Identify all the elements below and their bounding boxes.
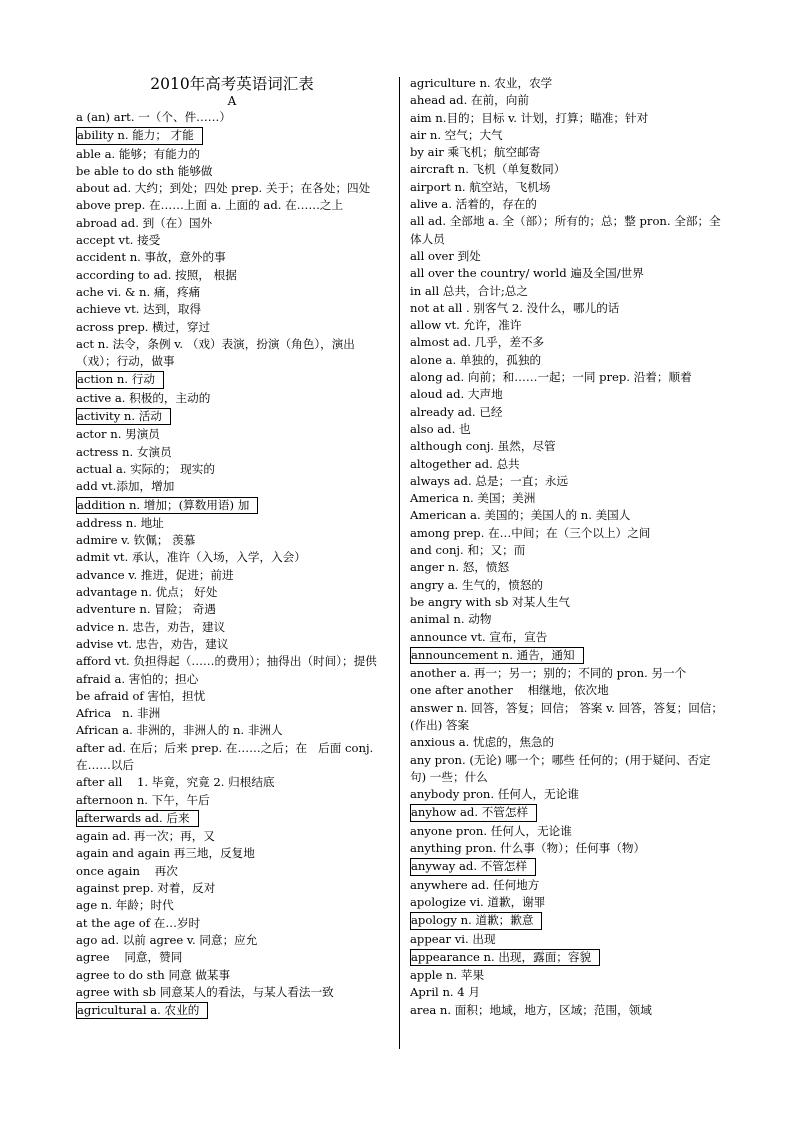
vocab-entry: and conj. 和；又；而 <box>410 543 526 558</box>
vocab-entry: anywhere ad. 任何地方 <box>410 877 540 892</box>
vocab-entry: again and again 再三地，反复地 <box>76 846 255 861</box>
vocab-entry: in all 总共，合计;总之 <box>410 283 528 298</box>
vocab-entry: admit vt. 承认，准许（入场，入学，入会） <box>76 550 306 565</box>
vocab-entry: able a. 能够；有能力的 <box>76 146 201 161</box>
vocab-entry: apologize vi. 道歉，谢罪 <box>410 894 546 909</box>
vocab-entry: American a. 美国的；美国人的 n. 美国人 <box>410 508 631 523</box>
vocab-entry: after ad. 在后；后来 prep. 在……之后；在 后面 conj. 在……以后 <box>76 740 377 772</box>
vocab-entry: almost ad. 几乎，差不多 <box>410 335 545 350</box>
document-title: 2010年高考英语词汇表 <box>150 75 314 93</box>
highlighted-vocab-entry: appearance n. 出现，露面；容貌 <box>410 949 600 966</box>
vocab-entry: already ad. 已经 <box>410 404 503 419</box>
vocab-entry: ache vi. & n. 痛，疼痛 <box>76 284 201 299</box>
vocab-entry: afraid a. 害怕的；担心 <box>76 671 199 686</box>
vocab-entry: address n. 地址 <box>76 515 164 530</box>
vocab-entry: accept vt. 接受 <box>76 233 161 248</box>
vocab-entry: against prep. 对着，反对 <box>76 881 216 896</box>
vocab-entry: aim n.目的；目标 v. 计划，打算；瞄准；针对 <box>410 110 649 125</box>
vocab-entry: answer n. 回答，答复；回信； 答案 v. 回答，答复；回信；(作出) 答案 <box>410 700 723 732</box>
vocab-entry: ahead ad. 在前，向前 <box>410 93 529 108</box>
vocab-entry: all over the country/ world 遍及全国/世界 <box>410 266 644 281</box>
vocab-entry: another a. 再一；另一；别的；不同的 pron. 另一个 <box>410 666 687 681</box>
vocab-entry: afford vt. 负担得起（……的费用）；抽得出（时间）；提供 <box>76 654 377 669</box>
highlighted-vocab-entry: addition n. 增加；(算数用语) 加 <box>76 497 258 514</box>
column-divider <box>399 77 400 1049</box>
vocab-entry: anybody pron. 任何人，无论谁 <box>410 787 579 802</box>
vocab-entry: once again 再次 <box>76 863 178 878</box>
vocab-entry: act n. 法令，条例 v. （戏）表演，扮演（角色），演出（戏）；行动，做事 <box>76 336 355 369</box>
vocab-entry: aircraft n. 飞机（单复数同） <box>410 162 566 177</box>
vocab-entry: alive a. 活着的，存在的 <box>410 197 537 212</box>
highlighted-vocab-entry: anyhow ad. 不管怎样 <box>410 804 537 821</box>
vocab-entry: animal n. 动物 <box>410 612 492 627</box>
vocab-entry: agree to do sth 同意 做某事 <box>76 967 231 982</box>
vocab-entry: be angry with sb 对某人生气 <box>410 594 571 609</box>
vocab-entry: area n. 面积；地域，地方，区域；范围，领域 <box>410 1002 652 1017</box>
vocab-entry: by air 乘飞机；航空邮寄 <box>410 145 541 160</box>
vocab-entry: a (an) art. 一（个、件……） <box>76 110 231 124</box>
vocab-entry: anyone pron. 任何人，无论谁 <box>410 823 572 838</box>
vocab-entry: all over 到处 <box>410 248 481 263</box>
vocab-entry: altogether ad. 总共 <box>410 456 520 471</box>
vocab-entry: April n. 4 月 <box>410 985 480 1000</box>
vocab-entry: anything pron. 什么事（物）；任何事（物） <box>410 841 646 856</box>
vocab-entry: adventure n. 冒险； 奇遇 <box>76 602 216 617</box>
vocab-entry: actor n. 男演员 <box>76 427 160 442</box>
vocab-entry: advice n. 忠告，劝告，建议 <box>76 619 226 634</box>
vocab-entry: always ad. 总是；一直；永远 <box>410 473 569 488</box>
vocab-entry: agree 同意，赞同 <box>76 950 183 965</box>
vocab-entry: anxious a. 忧虑的，焦急的 <box>410 735 555 750</box>
vocab-entry: allow vt. 允许，准许 <box>410 318 522 333</box>
vocab-entry: although conj. 虽然，尽管 <box>410 439 556 454</box>
vocab-entry: actual a. 实际的； 现实的 <box>76 461 215 476</box>
highlighted-vocab-entry: announcement n. 通告，通知 <box>410 647 584 664</box>
vocab-entry: again ad. 再一次；再，又 <box>76 829 215 844</box>
vocab-entry: advantage n. 优点； 好处 <box>76 585 218 600</box>
vocab-entry: age n. 年龄；时代 <box>76 898 174 913</box>
vocab-entry: apple n. 苹果 <box>410 968 485 983</box>
vocab-entry: agree with sb 同意某人的看法，与某人看法一致 <box>76 984 334 999</box>
vocab-entry: at the age of 在…岁时 <box>76 915 201 930</box>
section-letter: A <box>227 94 237 108</box>
vocab-entry: be afraid of 害怕，担忧 <box>76 688 206 703</box>
highlighted-vocab-entry: anyway ad. 不管怎样 <box>410 858 536 875</box>
vocab-entry: all ad. 全部地 a. 全（部）；所有的；总；整 pron. 全部；全体人员 <box>410 214 721 246</box>
highlighted-vocab-entry: action n. 行动 <box>76 371 164 388</box>
vocab-entry: angry a. 生气的，愤怒的 <box>410 577 544 592</box>
vocab-entry: according to ad. 按照， 根据 <box>76 267 237 282</box>
vocab-entry: air n. 空气；大气 <box>410 127 503 142</box>
vocab-entry: Africa n. 非洲 <box>76 706 161 721</box>
vocab-entry: announce vt. 宣布，宣告 <box>410 629 548 644</box>
vocab-entry: accident n. 事故，意外的事 <box>76 250 226 265</box>
highlighted-vocab-entry: ability n. 能力； 才能 <box>76 127 203 144</box>
vocab-entry: after all 1. 毕竟，究竟 2. 归根结底 <box>76 775 275 790</box>
vocab-entry: not at all . 别客气 2. 没什么，哪儿的话 <box>410 300 620 315</box>
vocab-entry: America n. 美国；美洲 <box>410 491 536 506</box>
vocab-entry: afternoon n. 下午，午后 <box>76 792 210 807</box>
vocab-entry: advise vt. 忠告，劝告，建议 <box>76 636 229 651</box>
highlighted-vocab-entry: afterwards ad. 后来 <box>76 810 199 827</box>
vocab-entry: achieve vt. 达到，取得 <box>76 302 202 317</box>
vocab-entry: anger n. 怒，愤怒 <box>410 560 510 575</box>
vocab-entry: airport n. 航空站，飞机场 <box>410 179 551 194</box>
vocab-entry: aloud ad. 大声地 <box>410 387 503 402</box>
right-column <box>410 75 726 1019</box>
vocab-entry: also ad. 也 <box>410 421 471 436</box>
vocab-entry: appear vi. 出现 <box>410 931 496 946</box>
vocab-entry: along ad. 向前；和……一起；一同 prep. 沿着；顺着 <box>410 370 692 385</box>
highlighted-vocab-entry: agricultural a. 农业的 <box>76 1002 208 1019</box>
vocab-entry: actress n. 女演员 <box>76 444 172 459</box>
left-column <box>76 75 388 1020</box>
highlighted-vocab-entry: apology n. 道歉；歉意 <box>410 912 542 929</box>
vocab-entry: alone a. 单独的，孤独的 <box>410 352 542 367</box>
vocab-entry: any pron. (无论) 哪一个；哪些 任何的；(用于疑问、否定句) 一些；什么 <box>410 752 711 784</box>
vocab-entry: advance v. 推进，促进；前进 <box>76 567 234 582</box>
vocab-entry: across prep. 横过，穿过 <box>76 319 211 334</box>
left-entry-list <box>76 109 388 1019</box>
vocab-entry: active a. 积极的，主动的 <box>76 390 211 405</box>
vocab-entry: above prep. 在……上面 a. 上面的 ad. 在……之上 <box>76 198 344 213</box>
vocab-entry: African a. 非洲的，非洲人的 n. 非洲人 <box>76 723 283 738</box>
vocab-entry: admire v. 钦佩； 羡慕 <box>76 533 196 548</box>
vocab-entry: be able to do sth 能够做 <box>76 163 213 178</box>
vocab-entry: among prep. 在…中间；在（三个以上）之间 <box>410 525 651 540</box>
vocab-entry: about ad. 大约；到处；四处 prep. 关于；在各处；四处 <box>76 181 371 196</box>
vocab-entry: abroad ad. 到（在）国外 <box>76 215 213 230</box>
vocab-entry: one after another 相继地，依次地 <box>410 683 609 698</box>
vocab-entry: agriculture n. 农业，农学 <box>410 76 553 90</box>
highlighted-vocab-entry: activity n. 活动 <box>76 408 171 425</box>
vocab-entry: ago ad. 以前 agree v. 同意；应允 <box>76 932 258 947</box>
vocab-entry: add vt.添加，增加 <box>76 479 175 494</box>
right-entry-list <box>410 75 726 1019</box>
